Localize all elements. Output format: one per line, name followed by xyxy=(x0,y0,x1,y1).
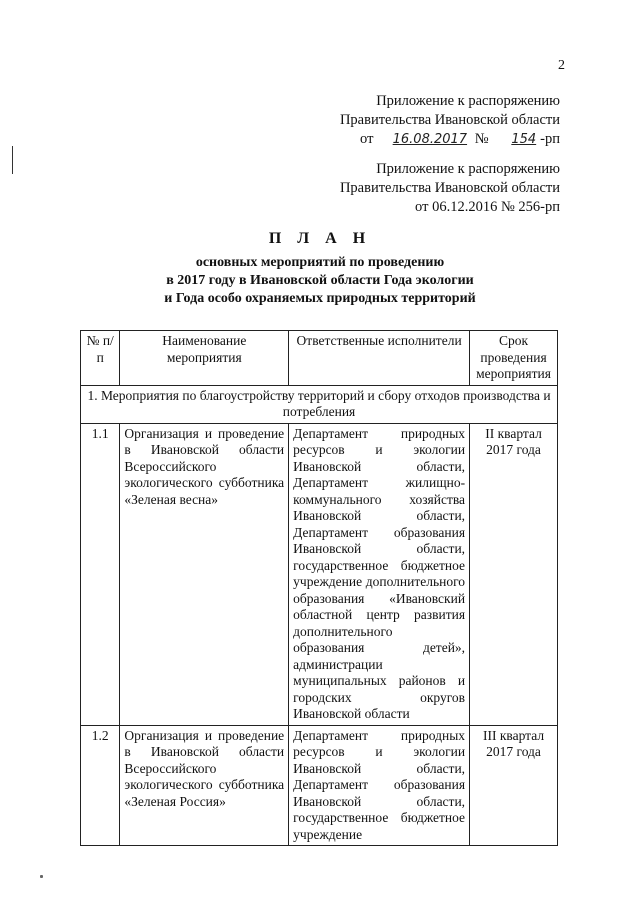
section-title: 1. Мероприятия по благоустройству территорий и сбору отходов производства и потребления xyxy=(81,385,558,423)
document-title xyxy=(0,230,640,308)
appendix-new-line2: Правительства Ивановской области xyxy=(339,112,560,128)
number-prefix: № xyxy=(474,131,489,147)
header-deadline: Срок проведения мероприятия xyxy=(470,331,558,386)
appendix-old-line2: Правительства Ивановской области xyxy=(339,180,560,196)
section-row xyxy=(81,385,558,423)
scan-speck xyxy=(40,875,43,878)
header-num: № п/п xyxy=(81,331,120,386)
appendix-new-line1: Приложение к распоряжению xyxy=(376,93,560,109)
row-deadline: III квартал 2017 года xyxy=(470,725,558,846)
title-line1: основных мероприятий по проведению xyxy=(195,255,445,270)
row-num: 1.1 xyxy=(81,423,120,725)
handwritten-date: 16.08.2017 xyxy=(392,132,468,147)
row-name: Организация и проведение в Ивановской области Всероссийского экологического субботника «Зеленая Россия» xyxy=(120,725,289,846)
number-suffix: -рп xyxy=(540,131,560,147)
row-deadline: II квартал 2017 года xyxy=(470,423,558,725)
row-num: 1.2 xyxy=(81,725,120,846)
appendix-old-line3: от 06.12.2016 № 256-рп xyxy=(415,199,560,215)
plan-table xyxy=(80,330,558,846)
appendix-new-line3 xyxy=(340,130,560,149)
table-row xyxy=(81,423,558,725)
row-name: Организация и проведение в Ивановской области Всероссийского экологического субботника «Зеленая весна» xyxy=(120,423,289,725)
title-line3: и Года особо охраняемых природных территорий xyxy=(164,291,476,306)
page-number: 2 xyxy=(558,58,565,73)
appendix-block-old xyxy=(340,160,560,217)
handwritten-number: 154 xyxy=(511,132,537,147)
margin-mark xyxy=(12,146,13,174)
row-responsible: Департамент природных ресурсов и экологии Ивановской области, Департамент образования Ивановской области, государственное бюджетное учреждение xyxy=(289,725,470,846)
row-responsible: Департамент природных ресурсов и экологии Ивановской области, Департамент жилищно-коммунального хозяйства Ивановской области, Департамент образования Ивановской области, государственное бюджетное учреждение дополнительного образования «Ивановский областной центр развития дополнительного образования детей», администрации муниципальных районов и городских округов Ивановской области xyxy=(289,423,470,725)
appendix-block-new xyxy=(340,92,560,149)
title-line2: в 2017 году в Ивановской области Года экологии xyxy=(166,273,474,288)
title-heading: П Л А Н xyxy=(268,230,372,247)
header-responsible: Ответственные исполнители xyxy=(289,331,470,386)
header-name: Наименование мероприятия xyxy=(120,331,289,386)
appendix-old-line1: Приложение к распоряжению xyxy=(376,161,560,177)
date-prefix: от xyxy=(360,131,374,147)
table-row xyxy=(81,725,558,846)
table-header-row xyxy=(81,331,558,386)
